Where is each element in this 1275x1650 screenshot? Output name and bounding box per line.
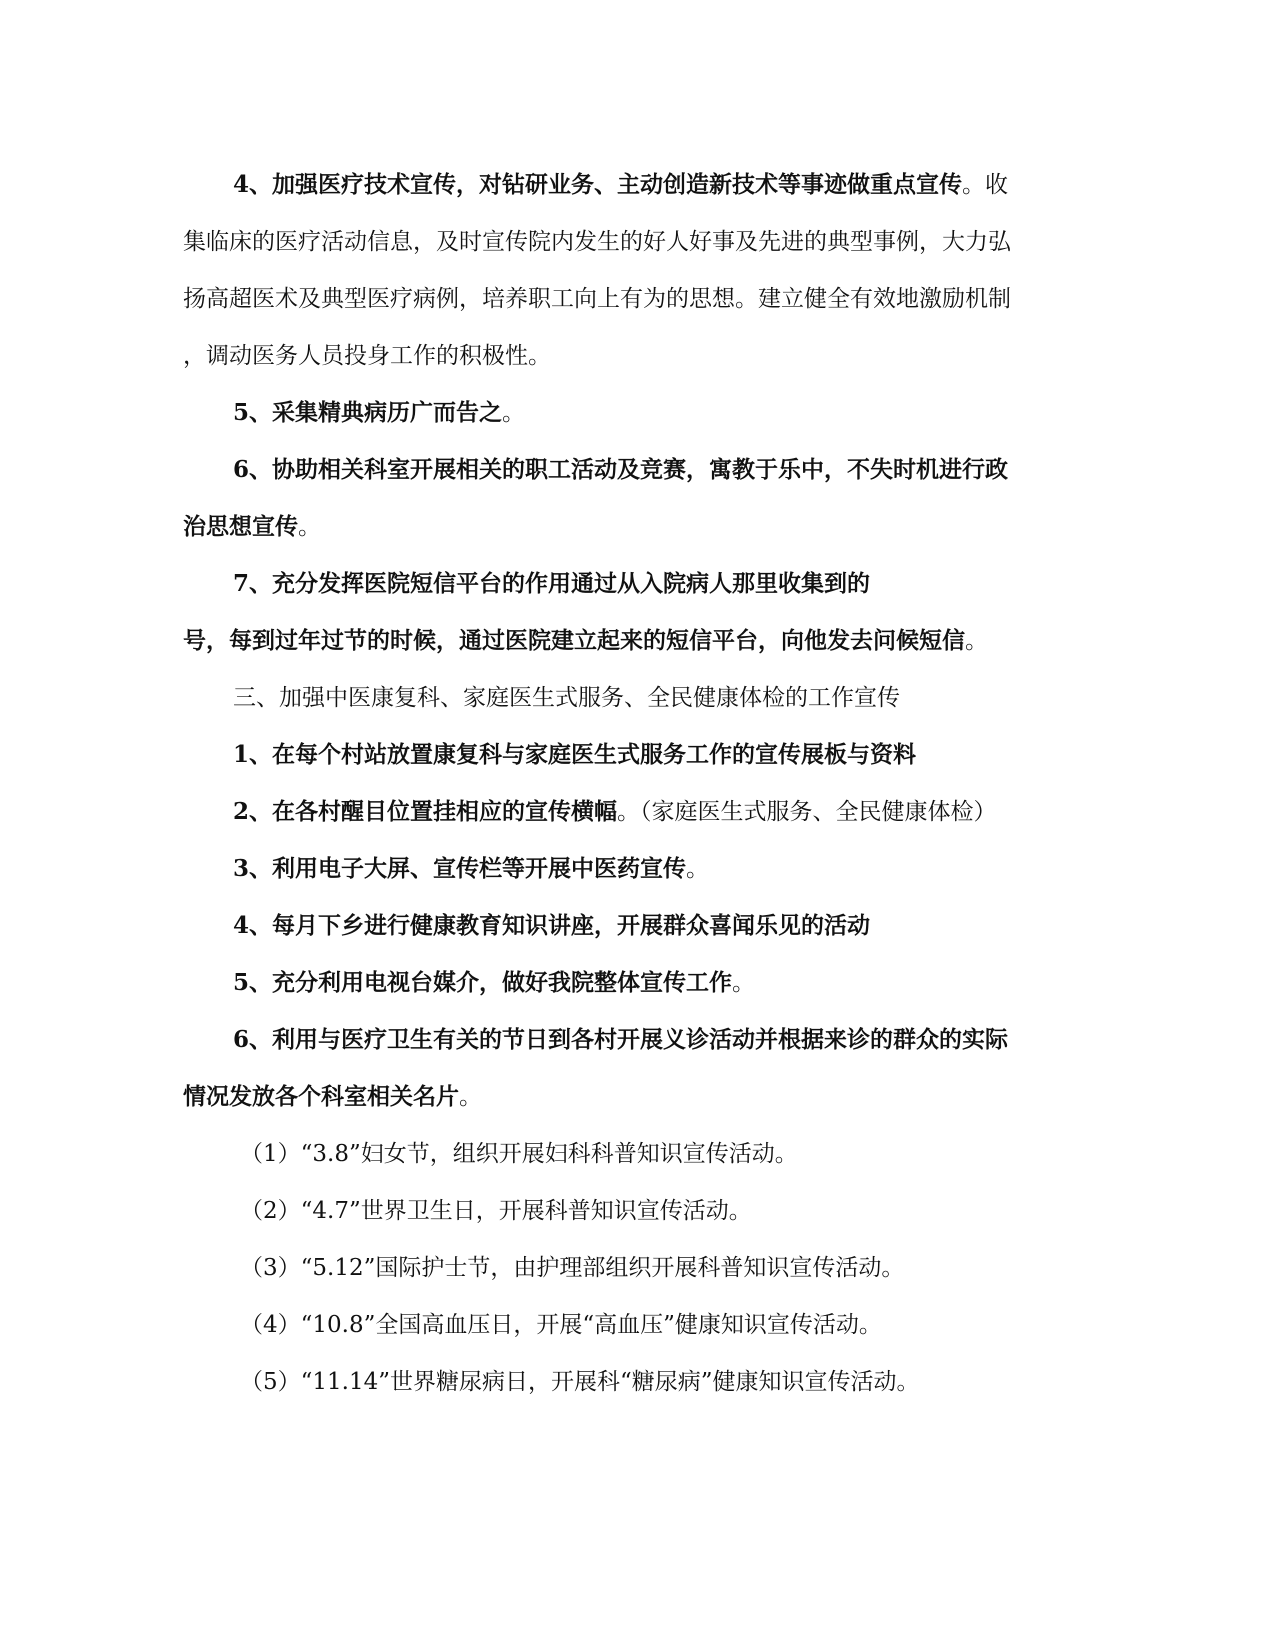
bold-text: 5、采集精典病历广而告之 [233, 399, 503, 426]
bold-text: 1、在每个村站放置康复科与家庭医生式服务工作的宣传展板与资料 [233, 741, 917, 768]
normal-text: 扬高超医术及典型医疗病例，培养职工向上有为的思想。建立健全有效地激励机制 [183, 286, 1011, 312]
paragraph-line [183, 284, 1011, 314]
paragraph-line [183, 1082, 482, 1112]
list-item [240, 1196, 752, 1226]
paragraph-line [183, 227, 1011, 257]
normal-text: （4）“10.8”全国高血压日，开展“高血压”健康知识宣传活动。 [240, 1312, 882, 1338]
bold-text: 4、加强医疗技术宣传，对钻研业务、主动创造新技术等事迹做重点宣传 [233, 171, 963, 198]
normal-text: （3）“5.12”国际护士节，由护理部组织开展科普知识宣传活动。 [240, 1255, 905, 1281]
paragraph-line [233, 740, 916, 770]
bold-text: 6、协助相关科室开展相关的职工活动及竞赛，寓教于乐中，不失时机进行政 [233, 456, 1009, 483]
normal-text: ，调动医务人员投身工作的积极性。 [183, 343, 551, 369]
paragraph-line [183, 341, 551, 371]
bold-text: 治思想宣传 [183, 513, 298, 540]
normal-text: 。 [298, 514, 321, 540]
section-heading [233, 683, 900, 713]
bold-text: 6、利用与医疗卫生有关的节日到各村开展义诊活动并根据来诊的群众的实际 [233, 1026, 1009, 1053]
paragraph-line [233, 569, 870, 599]
normal-text: 集临床的医疗活动信息，及时宣传院内发生的好人好事及先进的典型事例，大力弘 [183, 229, 1011, 255]
bold-text: 7、充分发挥医院短信平台的作用通过从入院病人那里收集到的 [233, 570, 871, 597]
normal-text: 。收 [962, 172, 1009, 198]
normal-text: 三、加强中医康复科、家庭医生式服务、全民健康体检的工作宣传 [233, 685, 900, 711]
bold-text: 号，每到过年过节的时候，通过医院建立起来的短信平台，向他发去问候短信 [183, 627, 965, 654]
paragraph-line [183, 512, 321, 542]
normal-text: （5）“11.14”世界糖尿病日，开展科“糖尿病”健康知识宣传活动。 [240, 1369, 920, 1395]
list-item [240, 1253, 904, 1283]
normal-text: 。 [965, 628, 988, 654]
paragraph-line [233, 398, 525, 428]
bold-text: 3、利用电子大屏、宣传栏等开展中医药宣传 [233, 855, 687, 882]
normal-text: 。 [459, 1084, 482, 1110]
bold-text: 4、每月下乡进行健康教育知识讲座，开展群众喜闻乐见的活动 [233, 912, 871, 939]
paragraph-line [233, 911, 870, 941]
normal-text: 。（家庭医生式服务、全民健康体检） [617, 799, 997, 825]
bold-text: 情况发放各个科室相关名片 [183, 1083, 459, 1110]
paragraph-line [233, 968, 755, 998]
paragraph-line [233, 1025, 1008, 1055]
normal-text: （1）“3.8”妇女节，组织开展妇科科普知识宣传活动。 [240, 1141, 798, 1167]
paragraph-line [183, 626, 988, 656]
normal-text: 。 [686, 856, 710, 882]
list-item [240, 1139, 798, 1169]
normal-text: （2）“4.7”世界卫生日，开展科普知识宣传活动。 [240, 1198, 752, 1224]
paragraph-line [233, 854, 709, 884]
bold-text: 5、充分利用电视台媒介，做好我院整体宣传工作 [233, 969, 733, 996]
normal-text: 。 [732, 970, 756, 996]
bold-text: 2、在各村醒目位置挂相应的宣传横幅 [233, 798, 618, 825]
normal-text: 。 [502, 400, 526, 426]
paragraph-line [233, 797, 997, 827]
list-item [240, 1367, 920, 1397]
list-item [240, 1310, 882, 1340]
paragraph-line [233, 170, 1008, 200]
paragraph-line [233, 455, 1008, 485]
